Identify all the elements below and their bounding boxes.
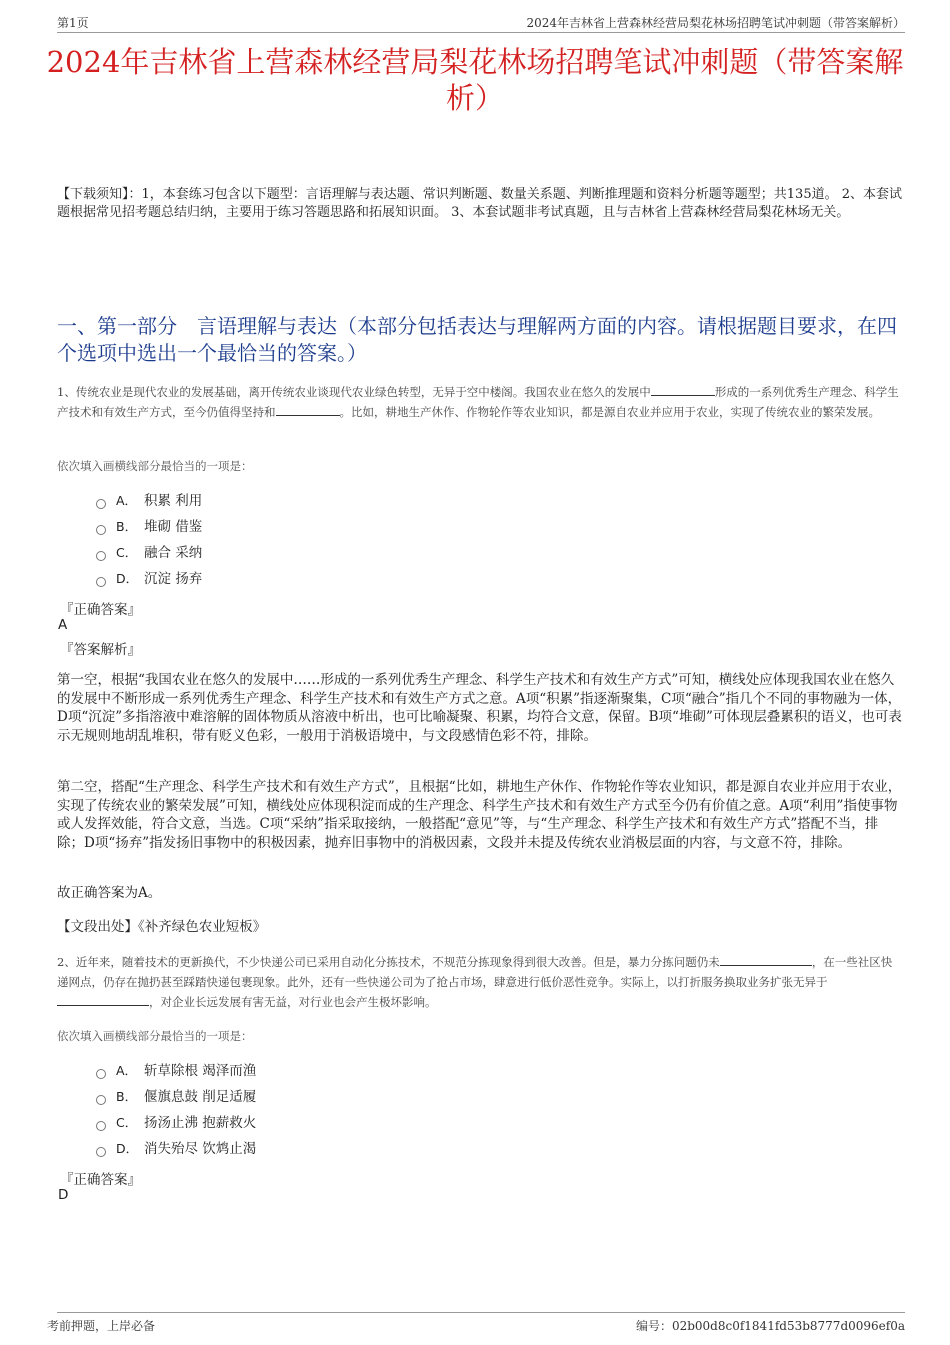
radio-icon[interactable] [96, 1095, 106, 1105]
answer-label: 『正确答案』 [60, 1172, 141, 1188]
question-1-text: 1、传统农业是现代农业的发展基础，离开传统农业谈现代农业绿色转型，无异于空中楼阁。我国农业在悠久的发展中 形成的一系列优秀生产理念、科学生产技术和有效生产方式，至今仍值得坚持和 。比如，耕地生产休作、作物轮作等农业知识，都是源自农业并应用于农业，实现了传统农业的繁荣发展。 [57, 385, 899, 419]
source-note: 【文段出处】《补齐绿色农业短板》 [57, 919, 267, 935]
page-number: 第1页 [57, 16, 89, 30]
analysis-conclusion: 故正确答案为A。 [57, 885, 162, 901]
blank-line [720, 953, 812, 966]
analysis-label: 『答案解析』 [60, 642, 141, 658]
radio-icon[interactable] [96, 577, 106, 587]
footer-slogan: 考前押题，上岸必备 [47, 1319, 156, 1333]
option-c[interactable]: C． 融合 采纳 [96, 540, 202, 566]
question-2-options [96, 1058, 256, 1162]
radio-icon[interactable] [96, 1147, 106, 1157]
option-d[interactable]: D． 沉淀 扬弃 [96, 566, 202, 592]
radio-icon[interactable] [96, 551, 106, 561]
blank-line [57, 993, 149, 1006]
document-title: 2024年吉林省上营森林经营局梨花林场招聘笔试冲刺题（带答案解析） [46, 45, 904, 115]
radio-icon[interactable] [96, 525, 106, 535]
radio-icon[interactable] [96, 499, 106, 509]
blank-line [651, 383, 715, 396]
answer-value: D [58, 1187, 69, 1203]
question-2-prompt: 依次填入画横线部分最恰当的一项是： [57, 1029, 253, 1043]
radio-icon[interactable] [96, 1121, 106, 1131]
option-b[interactable]: B． 堆砌 借鉴 [96, 514, 202, 540]
option-a[interactable]: A． 斩草除根 竭泽而渔 [96, 1058, 256, 1084]
option-a[interactable]: A． 积累 利用 [96, 488, 202, 514]
page-header [57, 14, 905, 33]
analysis-paragraph-2: 第二空，搭配“生产理念、科学生产技术和有效生产方式”，且根据“比如，耕地生产休作、作物轮作等农业知识，都是源自农业并应用于农业，实现了传统农业的繁荣发展”可知，横线处应体现积淀而成的生产理念、科学生产技术和有效生产方式至今仍有价值之意。A项“利用”指使事物或人发挥效能，符合文意，当选。C项“采纳”指采取接纳，一般搭配“意见”等，与“生产理念、科学生产技术和有效生产方式”搭配不当，排除；D项“扬弃”指发扬旧事物中的积极因素，抛弃旧事物中的消极因素，文段并未提及传统农业消极层面的内容，与文意不符，排除。 [57, 779, 902, 851]
question-2-text: 2、近年来，随着技术的更新换代，不少快递公司已采用自动化分拣技术，不规范分拣现象得到很大改善。但是，暴力分拣问题仍未 ，在一些社区快递网点，仍存在抛扔甚至踩踏快递包裹现象。此外，还有一些快递公司为了抢占市场，肆意进行低价恶性竞争。实际上，以打折服务换取业务扩张无异于，对企业长远发展有害无益，对行业也会产生极坏影响。 [57, 955, 893, 1009]
header-doc-title: 2024年吉林省上营森林经营局梨花林场招聘笔试冲刺题（带答案解析） [526, 16, 905, 30]
option-d[interactable]: D． 消失殆尽 饮鸩止渴 [96, 1136, 256, 1162]
option-c[interactable]: C． 扬汤止沸 抱薪救火 [96, 1110, 256, 1136]
option-b[interactable]: B． 偃旗息鼓 削足适履 [96, 1084, 256, 1110]
section-heading: 一、第一部分 言语理解与表达（本部分包括表达与理解两方面的内容。请根据题目要求，在四个选项中选出一个最恰当的答案。） [57, 314, 897, 365]
analysis-paragraph-1: 第一空，根据“我国农业在悠久的发展中……形成的一系列优秀生产理念、科学生产技术和有效生产方式”可知，横线处应体现我国农业在悠久的发展中不断形成一系列优秀生产理念、科学生产技术和有效生产方式之意。A项“积累”指逐渐聚集，C项“融合”指几个不同的事物融为一体，D项“沉淀”多指溶液中难溶解的固体物质从溶液中析出，也可比喻凝聚、积累，均符合文意，保留。B项“堆砌”可体现层叠累积的语义，也可表示无规则地胡乱堆积，带有贬义色彩，一般用于消极语境中，与文段感情色彩不符，排除。 [57, 672, 902, 744]
download-notice: 【下载须知】：1，本套练习包含以下题型：言语理解与表达题、常识判断题、数量关系题、判断推理题和资料分析题等题型；共135道。 2、本套试题根据常见招考题总结归纳，主要用于练习答题思路和拓展知识面。 3、本套试题非考试真题，且与吉林省上营森林经营局梨花林场无关。 [57, 187, 902, 220]
blank-line [276, 403, 340, 416]
page-footer [47, 1312, 905, 1337]
radio-icon[interactable] [96, 1069, 106, 1079]
answer-label: 『正确答案』 [60, 602, 141, 618]
footer-serial: 编号：02b00d8c0f1841fd53b8777d0096ef0a [635, 1319, 905, 1333]
question-1-prompt: 依次填入画横线部分最恰当的一项是： [57, 459, 253, 473]
question-1-options [96, 488, 202, 592]
answer-value: A [58, 617, 68, 633]
